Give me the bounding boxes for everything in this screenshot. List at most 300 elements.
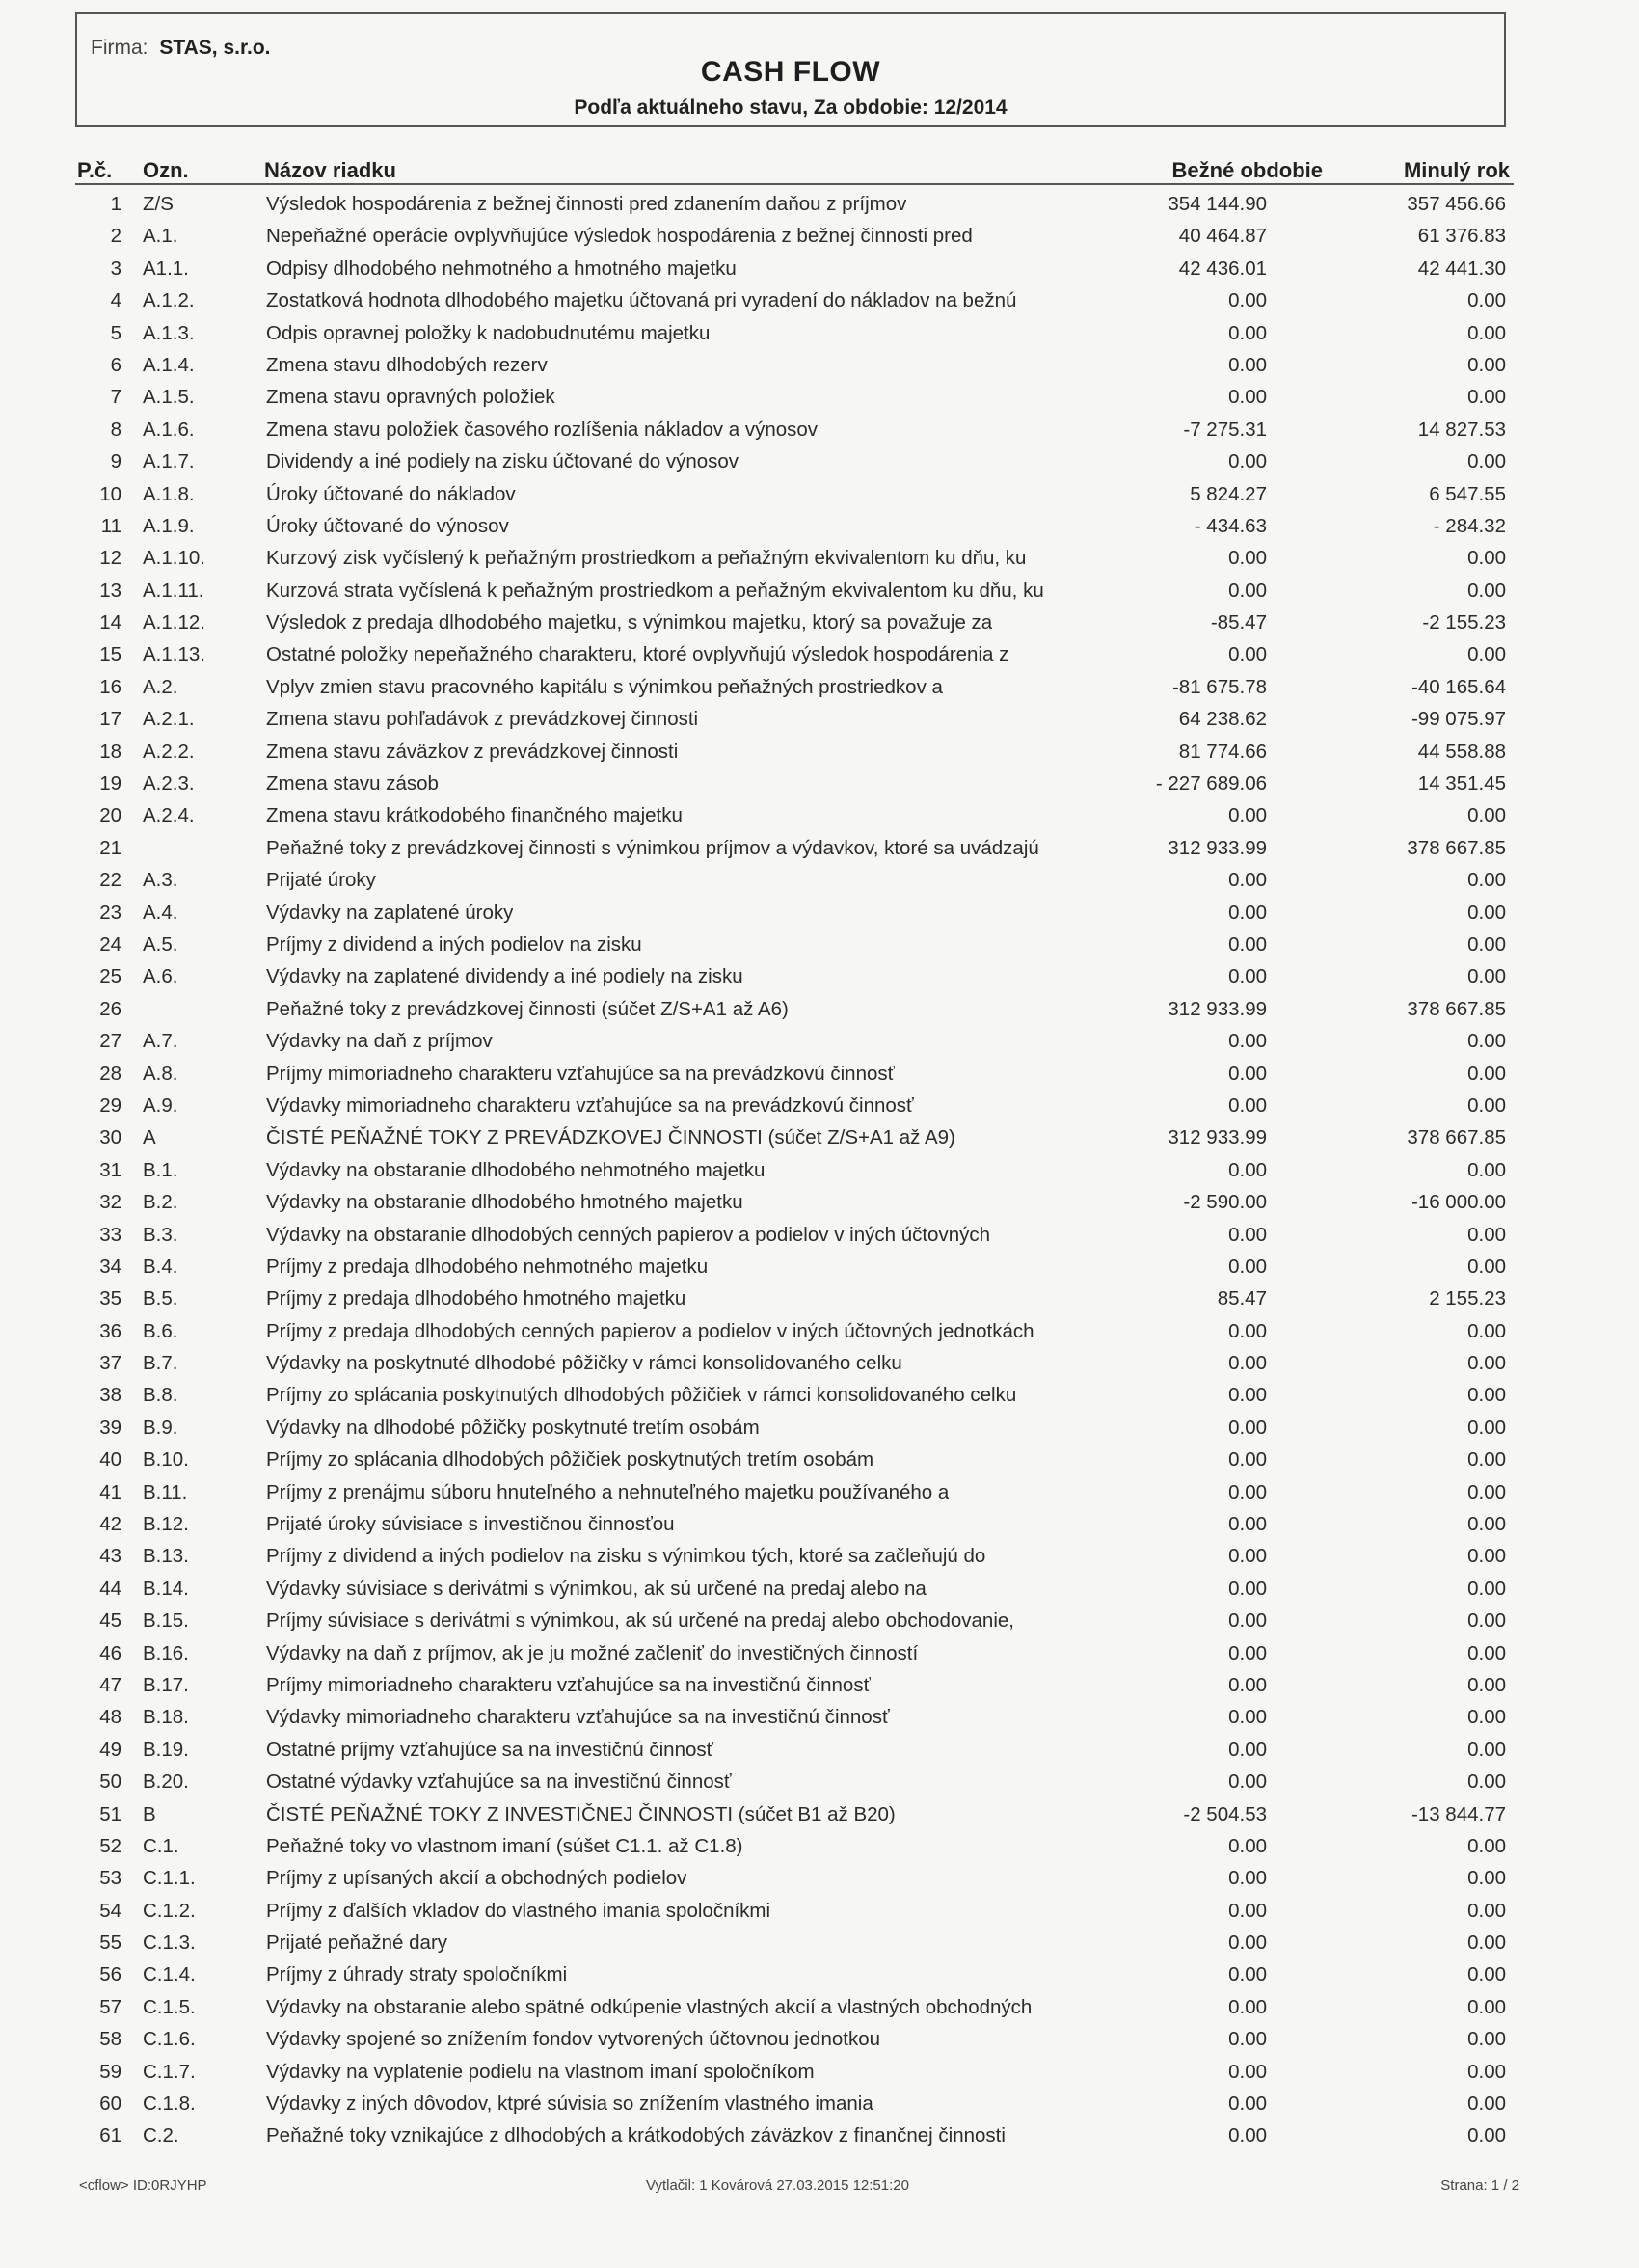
row-name: Príjmy z ďalších vkladov do vlastného imania spoločníkmi (266, 1899, 771, 1922)
table-row (75, 1477, 1514, 1509)
row-code: B.13. (143, 1545, 189, 1568)
row-current-value: 0.00 (1228, 1416, 1267, 1439)
row-previous-value: 0.00 (1467, 1867, 1506, 1890)
row-previous-value: 0.00 (1467, 1384, 1506, 1407)
row-code: B.11. (143, 1480, 188, 1503)
table-row (75, 898, 1514, 930)
table-row (75, 639, 1514, 671)
row-previous-value: 0.00 (1467, 450, 1506, 473)
row-current-value: 85.47 (1217, 1287, 1267, 1310)
row-name: Zmena stavu pohľadávok z prevádzkovej činnosti (266, 708, 699, 731)
row-previous-value: 378 667.85 (1407, 836, 1506, 859)
row-previous-value: 0.00 (1467, 965, 1506, 988)
row-name: Výdavky na dlhodobé pôžičky poskytnuté tretím osobám (266, 1416, 760, 1439)
row-number: 25 (99, 965, 121, 988)
row-number: 16 (99, 675, 121, 698)
row-number: 28 (99, 1062, 121, 1085)
table-row (75, 1831, 1514, 1863)
row-current-value: 0.00 (1228, 1577, 1267, 1600)
table-row (75, 1735, 1514, 1767)
table-row (75, 1220, 1514, 1252)
row-code: A.1. (143, 225, 178, 248)
row-name: Peňažné toky z prevádzkovej činnosti (súčet Z/S+A1 až A6) (266, 997, 789, 1020)
row-code: C.1.6. (143, 2028, 196, 2051)
report-title: CASH FLOW (700, 56, 881, 88)
col-header-previous: Minulý rok (1403, 158, 1510, 182)
row-name: Výdavky na poskytnuté dlhodobé pôžičky v rámci konsolidovaného celku (266, 1352, 902, 1375)
row-code: A.1.10. (143, 547, 205, 570)
table-row (75, 833, 1514, 865)
row-name: Príjmy z predaja dlhodobých cenných papierov a podielov v iných účtovných jednotkách (266, 1319, 1034, 1342)
row-previous-value: 42 441.30 (1417, 256, 1506, 280)
row-code: B.18. (143, 1706, 189, 1729)
row-current-value: 0.00 (1228, 1255, 1267, 1278)
table-row (75, 1413, 1514, 1444)
row-code: B.15. (143, 1609, 189, 1633)
row-number: 13 (99, 579, 121, 602)
row-current-value: 0.00 (1228, 321, 1267, 344)
row-current-value: 0.00 (1228, 353, 1267, 376)
row-number: 46 (99, 1641, 121, 1664)
row-name: Kurzová strata vyčíslená k peňažným prostriedkom a peňažným ekvivalentom ku dňu, ku (266, 579, 1044, 602)
report-header (75, 12, 1506, 127)
row-current-value: 0.00 (1228, 1899, 1267, 1922)
row-current-value: 0.00 (1228, 289, 1267, 312)
table-row (75, 800, 1514, 832)
row-number: 31 (99, 1158, 121, 1181)
row-current-value: 0.00 (1228, 2124, 1267, 2147)
row-current-value: 0.00 (1228, 1738, 1267, 1761)
table-row (75, 318, 1514, 350)
table-row (75, 1863, 1514, 1895)
row-code: B.19. (143, 1738, 189, 1761)
table-row (75, 1928, 1514, 1959)
table-row (75, 930, 1514, 961)
row-current-value: 40 464.87 (1178, 225, 1267, 248)
row-previous-value: -99 075.97 (1411, 708, 1506, 731)
row-number: 45 (99, 1609, 121, 1633)
row-number: 54 (99, 1899, 121, 1922)
row-number: 29 (99, 1094, 121, 1117)
row-current-value: 0.00 (1228, 1609, 1267, 1633)
row-code: B.8. (143, 1384, 178, 1407)
row-name: Výdavky na obstaranie alebo spätné odkúpenie vlastných akcií a vlastných obchodných (266, 1995, 1033, 2018)
table-row (75, 1509, 1514, 1541)
row-code: B.10. (143, 1448, 189, 1472)
row-number: 32 (99, 1191, 121, 1214)
table-row (75, 511, 1514, 543)
row-code: A.5. (143, 932, 178, 956)
table-row (75, 1702, 1514, 1734)
row-current-value: 0.00 (1228, 1706, 1267, 1729)
row-current-value: 0.00 (1228, 1931, 1267, 1955)
row-name: Výdavky na daň z príjmov, ak je ju možné začleniť do investičných činností (266, 1641, 919, 1664)
row-previous-value: 0.00 (1467, 1416, 1506, 1439)
row-current-value: 64 238.62 (1178, 708, 1267, 731)
row-code: A.1.12. (143, 611, 205, 634)
row-name: Výdavky z iných dôvodov, ktpré súvisia so znížením vlastného imania (266, 2092, 873, 2116)
row-number: 33 (99, 1223, 121, 1246)
row-name: Príjmy z dividend a iných podielov na zisku (266, 932, 642, 956)
row-current-value: 0.00 (1228, 1158, 1267, 1181)
row-previous-value: 2 155.23 (1429, 1287, 1506, 1310)
row-name: Výdavky mimoriadneho charakteru vzťahujúce sa na investičnú činnosť (266, 1706, 890, 1729)
row-previous-value: 0.00 (1467, 901, 1506, 924)
row-number: 60 (99, 2092, 121, 2116)
row-number: 23 (99, 901, 121, 924)
row-current-value: 0.00 (1228, 450, 1267, 473)
row-code: A.1.11. (143, 579, 204, 602)
row-current-value: - 434.63 (1194, 514, 1267, 537)
row-previous-value: 0.00 (1467, 1255, 1506, 1278)
row-previous-value: 14 351.45 (1417, 772, 1506, 796)
row-current-value: -2 504.53 (1183, 1802, 1267, 1825)
row-previous-value: 0.00 (1467, 1319, 1506, 1342)
row-previous-value: 44 558.88 (1417, 740, 1506, 763)
row-name: Úroky účtované do nákladov (266, 482, 516, 505)
row-previous-value: 0.00 (1467, 1899, 1506, 1922)
row-code: B.6. (143, 1319, 178, 1342)
row-current-value: - 227 689.06 (1155, 772, 1267, 796)
row-code: B.4. (143, 1255, 178, 1278)
row-code: B.16. (143, 1641, 189, 1664)
row-code: B.12. (143, 1513, 189, 1536)
row-previous-value: 0.00 (1467, 2060, 1506, 2083)
row-name: Ostatné položky nepeňažného charakteru, ktoré ovplyvňujú výsledok hospodárenia z (266, 643, 1009, 666)
row-current-value: -7 275.31 (1183, 418, 1267, 441)
row-current-value: -85.47 (1210, 611, 1267, 634)
row-number: 36 (99, 1319, 121, 1342)
row-name: Zmena stavu záväzkov z prevádzkovej činnosti (266, 740, 679, 763)
row-previous-value: 357 456.66 (1407, 193, 1506, 215)
row-code: A.7. (143, 1030, 178, 1053)
row-previous-value: 0.00 (1467, 1641, 1506, 1664)
row-previous-value: 0.00 (1467, 1223, 1506, 1246)
row-code: A.2.2. (143, 740, 195, 763)
row-current-value: 312 933.99 (1168, 1126, 1267, 1149)
row-previous-value: 6 547.55 (1429, 482, 1506, 505)
table-row (75, 1670, 1514, 1702)
table-row (75, 254, 1514, 285)
row-name: Prijaté úroky (266, 869, 376, 892)
table-row (75, 1059, 1514, 1091)
row-number: 14 (99, 611, 121, 634)
row-code: A.2.3. (143, 772, 195, 796)
row-previous-value: 0.00 (1467, 804, 1506, 827)
row-current-value: 0.00 (1228, 386, 1267, 409)
row-number: 49 (99, 1738, 121, 1761)
row-previous-value: 0.00 (1467, 1094, 1506, 1117)
row-code: A.1.6. (143, 418, 195, 441)
row-name: Zmena stavu opravných položiek (266, 386, 555, 409)
row-previous-value: 61 376.83 (1417, 225, 1506, 248)
row-previous-value: -2 155.23 (1422, 611, 1506, 634)
row-previous-value: -13 844.77 (1411, 1802, 1506, 1825)
row-previous-value: 0.00 (1467, 643, 1506, 666)
row-name: Príjmy z prenájmu súboru hnuteľného a nehnuteľného majetku používaného a (266, 1480, 950, 1503)
row-number: 38 (99, 1384, 121, 1407)
row-name: Výsledok hospodárenia z bežnej činnosti pred zdanením daňou z príjmov (266, 193, 907, 215)
row-number: 35 (99, 1287, 121, 1310)
row-previous-value: 0.00 (1467, 1030, 1506, 1053)
row-name: Ostatné príjmy vzťahujúce sa na investičnú činnosť (266, 1738, 714, 1761)
table-row (75, 737, 1514, 769)
row-previous-value: 0.00 (1467, 1577, 1506, 1600)
row-code: A.8. (143, 1062, 178, 1085)
row-number: 61 (99, 2124, 121, 2147)
row-code: C.1.3. (143, 1931, 196, 1955)
row-previous-value: 0.00 (1467, 1770, 1506, 1794)
row-code: Z/S (143, 193, 174, 215)
row-number: 57 (99, 1995, 121, 2018)
table-row (75, 704, 1514, 736)
row-number: 42 (99, 1513, 121, 1536)
row-previous-value: 0.00 (1467, 1352, 1506, 1375)
table-row (75, 1767, 1514, 1798)
row-number: 12 (99, 547, 121, 570)
row-previous-value: -16 000.00 (1411, 1191, 1506, 1214)
table-row (75, 769, 1514, 800)
row-number: 26 (99, 997, 121, 1020)
col-header-current: Bežné obdobie (1171, 158, 1323, 182)
row-previous-value: 0.00 (1467, 1931, 1506, 1955)
row-number: 44 (99, 1577, 121, 1600)
row-name: Výdavky na vyplatenie podielu na vlastnom imaní spoločníkom (266, 2060, 815, 2083)
row-name: Zmena stavu dlhodobých rezerv (266, 353, 548, 376)
footer-report-id: <cflow> ID:0RJYHP (79, 2177, 207, 2194)
row-current-value: 0.00 (1228, 804, 1267, 827)
row-number: 58 (99, 2028, 121, 2051)
table-row (75, 1283, 1514, 1315)
row-current-value: 0.00 (1228, 1480, 1267, 1503)
row-current-value: 0.00 (1228, 2028, 1267, 2051)
row-number: 11 (100, 514, 121, 537)
row-previous-value: 0.00 (1467, 386, 1506, 409)
row-current-value: 0.00 (1228, 1673, 1267, 1696)
row-current-value: 81 774.66 (1178, 740, 1267, 763)
row-name: Výdavky na obstaranie dlhodobého hmotného majetku (266, 1191, 743, 1214)
col-header-ozn: Ozn. (143, 158, 189, 182)
row-code: A.4. (143, 901, 178, 924)
row-previous-value: 378 667.85 (1407, 1126, 1506, 1149)
row-previous-value: 0.00 (1467, 1480, 1506, 1503)
row-current-value: 0.00 (1228, 1352, 1267, 1375)
row-name: Príjmy z predaja dlhodobého nehmotného majetku (266, 1255, 709, 1278)
row-name: Príjmy súvisiace s derivátmi s výnimkou, ak sú určené na predaj alebo obchodovanie, (266, 1609, 1014, 1633)
row-previous-value: 0.00 (1467, 1963, 1506, 1986)
row-name: Príjmy z predaja dlhodobého hmotného majetku (266, 1287, 686, 1310)
table-row (75, 1155, 1514, 1187)
row-current-value: 5 824.27 (1190, 482, 1267, 505)
row-code: B.9. (143, 1416, 178, 1439)
firm-name: STAS, s.r.o. (159, 37, 271, 59)
row-name: Ostatné výdavky vzťahujúce sa na investičnú činnosť (266, 1770, 732, 1794)
row-name: Príjmy zo splácania poskytnutých dlhodobých pôžičiek v rámci konsolidovaného celku (266, 1384, 1017, 1407)
row-previous-value: 0.00 (1467, 1513, 1506, 1536)
table-row (75, 1122, 1514, 1154)
row-code: C.1.4. (143, 1963, 196, 1986)
table-row (75, 1896, 1514, 1928)
row-name: Zmena stavu položiek časového rozlíšenia nákladov a výnosov (266, 418, 819, 441)
row-previous-value: 0.00 (1467, 2028, 1506, 2051)
row-name: ČISTÉ PEŇAŽNÉ TOKY Z INVESTIČNEJ ČINNOSTI (súčet B1 až B20) (266, 1802, 896, 1825)
row-number: 40 (99, 1448, 121, 1472)
table-row (75, 2024, 1514, 2056)
table-row (75, 1316, 1514, 1348)
row-current-value: 0.00 (1228, 1834, 1267, 1857)
row-number: 8 (110, 418, 121, 441)
row-previous-value: 0.00 (1467, 1673, 1506, 1696)
row-current-value: 0.00 (1228, 547, 1267, 570)
table-row (75, 1380, 1514, 1412)
row-previous-value: 0.00 (1467, 869, 1506, 892)
row-previous-value: 0.00 (1467, 1448, 1506, 1472)
row-code: C.1.5. (143, 1995, 196, 2018)
row-number: 1 (110, 193, 121, 215)
row-number: 51 (99, 1802, 121, 1825)
row-current-value: 0.00 (1228, 1062, 1267, 1085)
row-number: 17 (99, 708, 121, 731)
table-row (75, 350, 1514, 382)
row-number: 48 (99, 1706, 121, 1729)
row-previous-value: 0.00 (1467, 1706, 1506, 1729)
table-row (75, 994, 1514, 1026)
table-row (75, 1444, 1514, 1476)
row-name: Výdavky spojené so znížením fondov vytvorených účtovnou jednotkou (266, 2028, 881, 2051)
row-number: 53 (99, 1867, 121, 1890)
row-name: Výdavky na obstaranie dlhodobých cenných papierov a podielov v iných účtovných (266, 1223, 990, 1246)
row-current-value: 0.00 (1228, 1384, 1267, 1407)
row-name: Prijaté peňažné dary (266, 1931, 448, 1955)
row-number: 55 (99, 1931, 121, 1955)
firm-label: Firma: (91, 37, 148, 59)
row-name: Úroky účtované do výnosov (266, 514, 509, 537)
row-current-value: 0.00 (1228, 643, 1267, 666)
table-row (75, 1348, 1514, 1380)
table-row (75, 189, 1514, 221)
table-row (75, 415, 1514, 446)
table-row (75, 2089, 1514, 2120)
row-name: Výdavky na zaplatené úroky (266, 901, 514, 924)
row-number: 3 (110, 256, 121, 280)
table-row (75, 1959, 1514, 1991)
row-code: A.1.3. (143, 321, 195, 344)
row-code: A.9. (143, 1094, 178, 1117)
row-previous-value: 0.00 (1467, 579, 1506, 602)
row-code: A.1.4. (143, 353, 195, 376)
column-headers (75, 154, 1514, 185)
table-row (75, 285, 1514, 317)
row-number: 4 (110, 289, 121, 312)
row-name: Príjmy zo splácania dlhodobých pôžičiek poskytnutých tretím osobám (266, 1448, 874, 1472)
row-current-value: 0.00 (1228, 1319, 1267, 1342)
row-number: 56 (99, 1963, 121, 1986)
row-name: Zmena stavu zásob (266, 772, 439, 796)
row-number: 22 (99, 869, 121, 892)
row-name: Odpisy dlhodobého nehmotného a hmotného majetku (266, 256, 737, 280)
row-number: 10 (99, 482, 121, 505)
row-code: A.1.8. (143, 482, 195, 505)
table-row (75, 608, 1514, 639)
row-current-value: 0.00 (1228, 2092, 1267, 2116)
row-code: A.2.1. (143, 708, 195, 731)
table-row (75, 1638, 1514, 1670)
row-number: 2 (110, 225, 121, 248)
row-current-value: 0.00 (1228, 1995, 1267, 2018)
row-number: 37 (99, 1352, 121, 1375)
row-current-value: 354 144.90 (1168, 193, 1267, 215)
row-number: 21 (99, 836, 121, 859)
table-row (75, 1026, 1514, 1058)
table-row (75, 1091, 1514, 1122)
table-row (75, 446, 1514, 478)
row-number: 18 (99, 740, 121, 763)
row-name: Výdavky mimoriadneho charakteru vzťahujúce sa na prevádzkovú činnosť (266, 1094, 914, 1117)
row-current-value: 0.00 (1228, 901, 1267, 924)
row-code: A (143, 1126, 156, 1149)
row-number: 7 (110, 386, 121, 409)
row-previous-value: 0.00 (1467, 353, 1506, 376)
row-code: A.3. (143, 869, 178, 892)
table-row (75, 1574, 1514, 1606)
cash-flow-table (75, 189, 1514, 2153)
row-number: 20 (99, 804, 121, 827)
row-current-value: 0.00 (1228, 1867, 1267, 1890)
row-name: Príjmy mimoriadneho charakteru vzťahujúce sa na prevádzkovú činnosť (266, 1062, 896, 1085)
row-name: Príjmy z dividend a iných podielov na zisku s výnimkou tých, ktoré sa začleňujú do (266, 1545, 986, 1568)
table-row (75, 543, 1514, 575)
row-current-value: 0.00 (1228, 1223, 1267, 1246)
row-number: 59 (99, 2060, 121, 2083)
row-current-value: 0.00 (1228, 1545, 1267, 1568)
row-code: A.6. (143, 965, 178, 988)
row-current-value: 0.00 (1228, 1770, 1267, 1794)
row-previous-value: 378 667.85 (1407, 997, 1506, 1020)
row-name: Peňažné toky z prevádzkovej činnosti s výnimkou príjmov a výdavkov, ktoré sa uvádzajú (266, 836, 1039, 859)
row-code: B.14. (143, 1577, 189, 1600)
row-previous-value: 0.00 (1467, 1609, 1506, 1633)
row-code: B.5. (143, 1287, 178, 1310)
row-previous-value: - 284.32 (1433, 514, 1506, 537)
row-current-value: 0.00 (1228, 932, 1267, 956)
row-name: Zmena stavu krátkodobého finančného majetku (266, 804, 683, 827)
footer-printed-by: Vytlačil: 1 Kovárová 27.03.2015 12:51:20 (646, 2177, 909, 2194)
row-number: 52 (99, 1834, 121, 1857)
row-number: 47 (99, 1673, 121, 1696)
row-previous-value: 0.00 (1467, 1545, 1506, 1568)
row-previous-value: 0.00 (1467, 1995, 1506, 2018)
table-row (75, 961, 1514, 993)
table-row (75, 1541, 1514, 1573)
row-current-value: -2 590.00 (1183, 1191, 1267, 1214)
row-name: Výdavky na obstaranie dlhodobého nehmotného majetku (266, 1158, 766, 1181)
table-row (75, 576, 1514, 608)
row-current-value: 0.00 (1228, 1094, 1267, 1117)
row-code: B (143, 1802, 156, 1825)
row-name: Dividendy a iné podiely na zisku účtované do výnosov (266, 450, 739, 473)
table-row (75, 865, 1514, 897)
row-code: C.1.8. (143, 2092, 196, 2116)
row-name: Výsledok z predaja dlhodobého majetku, s výnimkou majetku, ktorý sa považuje za (266, 611, 993, 634)
row-previous-value: 0.00 (1467, 289, 1506, 312)
col-header-pc: P.č. (77, 158, 113, 182)
row-name: Výdavky na zaplatené dividendy a iné podiely na zisku (266, 965, 743, 988)
row-code: C.1. (143, 1834, 179, 1857)
row-code: C.2. (143, 2124, 179, 2147)
row-previous-value: 0.00 (1467, 547, 1506, 570)
table-row (75, 2120, 1514, 2152)
footer-page-number: Strana: 1 / 2 (1440, 2177, 1519, 2194)
